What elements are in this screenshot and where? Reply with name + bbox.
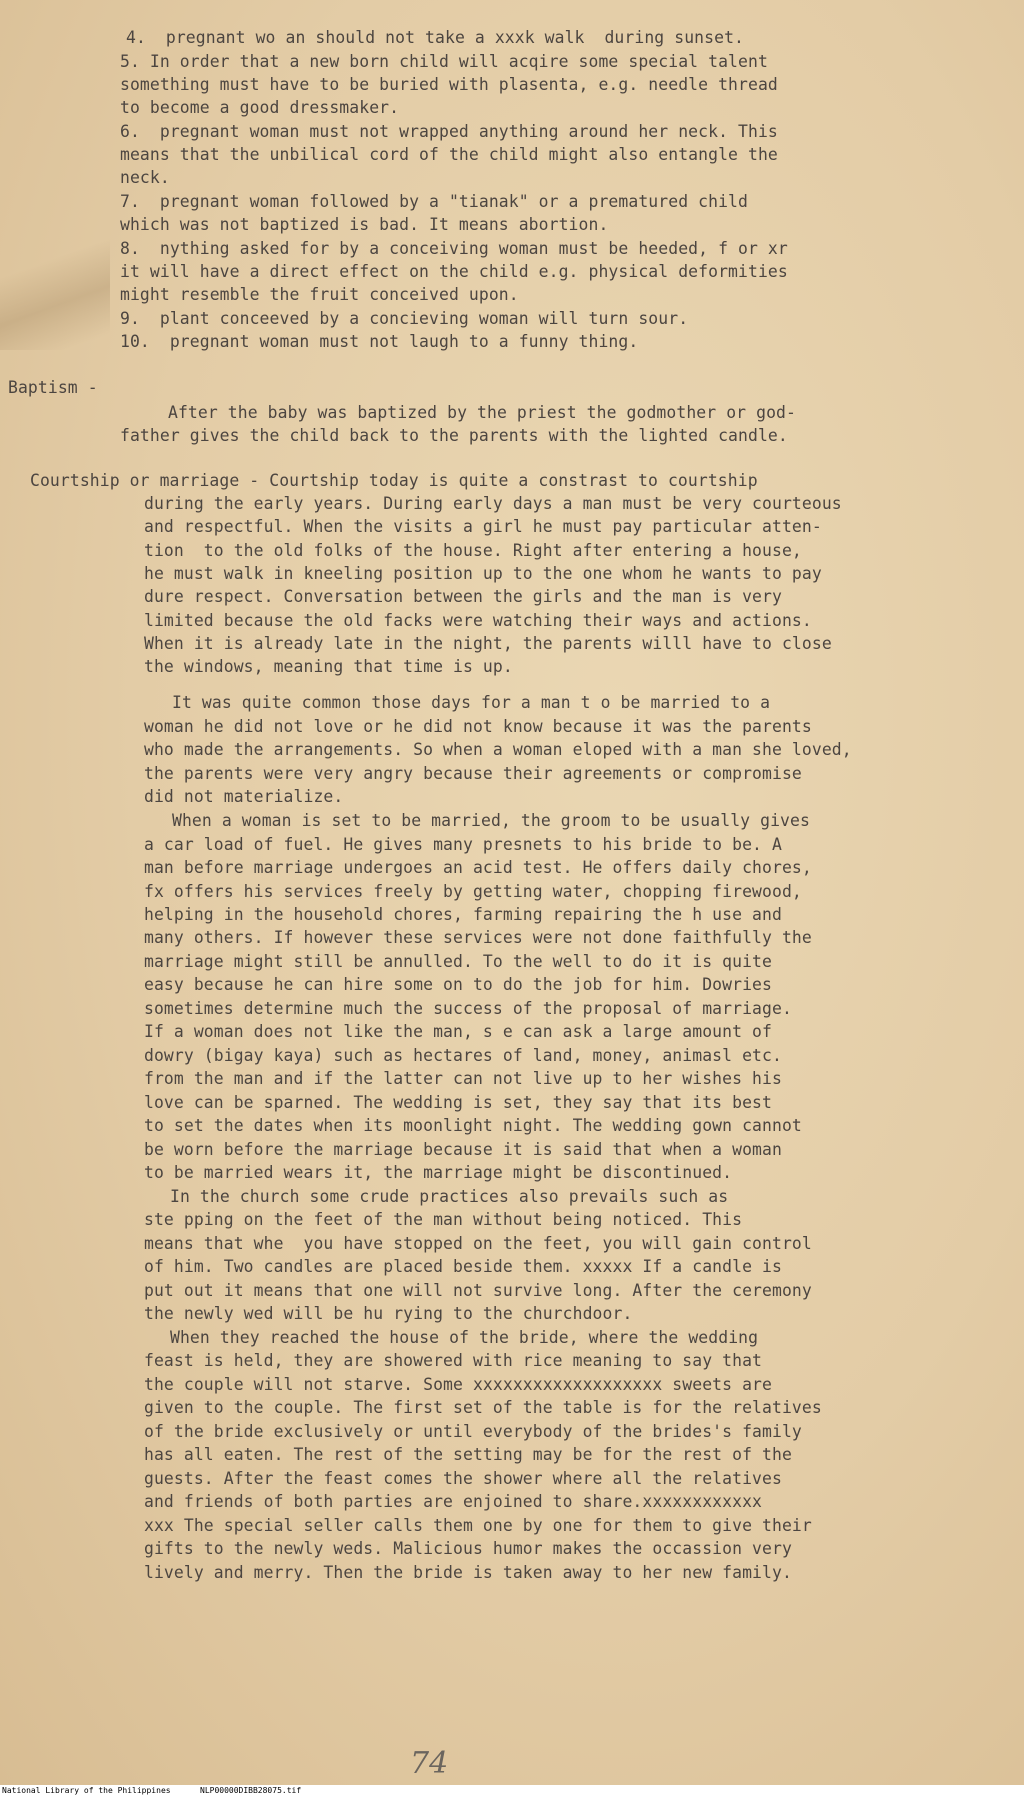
text-line: it will have a direct effect on the child e.g. physical deformities (120, 262, 788, 281)
text-line: to set the dates when its moonlight night. The wedding gown cannot (144, 1116, 802, 1135)
text-line: In the church some crude practices also prevails such as (170, 1187, 729, 1206)
text-line: dowry (bigay kaya) such as hectares of land, money, animasl etc. (144, 1046, 782, 1065)
text-line: love can be sparned. The wedding is set, they say that its best (144, 1093, 772, 1112)
text-line: the windows, meaning that time is up. (144, 657, 513, 676)
text-line: and friends of both parties are enjoined to share.xxxxxxxxxxxx (144, 1492, 763, 1511)
text-line: xxx The special seller calls them one by one for them to give their (144, 1516, 812, 1535)
text-line: Courtship or marriage - Courtship today is quite a constrast to courtship (30, 471, 758, 490)
text-line: If a woman does not like the man, s e can ask a large amount of (144, 1022, 772, 1041)
text-line: be worn before the marriage because it is said that when a woman (144, 1140, 782, 1159)
text-line: neck. (120, 168, 170, 187)
scan-footer (0, 1785, 1024, 1800)
text-line: and respectful. When the visits a girl he must pay particular atten- (144, 517, 822, 536)
text-line: the parents were very angry because their agreements or compromise (144, 764, 802, 783)
text-line: Baptism - (8, 378, 98, 397)
text-line: he must walk in kneeling position up to the one whom he wants to pay (144, 564, 822, 583)
text-line: to become a good dressmaker. (120, 98, 400, 117)
text-line: After the baby was baptized by the priest the godmother or god- (168, 403, 796, 422)
text-line: has all eaten. The rest of the setting may be for the rest of the (144, 1445, 792, 1464)
text-line: might resemble the fruit conceived upon. (120, 285, 519, 304)
footer-library-label: National Library of the Philippines (2, 1786, 171, 1795)
text-line: easy because he can hire some on to do the job for him. Dowries (144, 975, 772, 994)
text-line: of the bride exclusively or until everybody of the brides's family (144, 1422, 802, 1441)
text-line: a car load of fuel. He gives many presnets to his bride to be. A (144, 835, 782, 854)
text-line: When a woman is set to be married, the groom to be usually gives (172, 811, 810, 830)
text-line: fx offers his services freely by getting water, chopping firewood, (144, 882, 802, 901)
text-line: given to the couple. The first set of the table is for the relatives (144, 1398, 822, 1417)
text-line: helping in the household chores, farming repairing the h use and (144, 905, 782, 924)
text-line: gifts to the newly weds. Malicious humor makes the occassion very (144, 1539, 792, 1558)
text-line: lively and merry. Then the bride is taken away to her new family. (144, 1563, 792, 1582)
text-line: father gives the child back to the parents with the lighted candle. (120, 426, 788, 445)
page-number: 74 (410, 1746, 449, 1781)
text-line: many others. If however these services were not done faithfully the (144, 928, 812, 947)
text-line: ste pping on the feet of the man without being noticed. This (144, 1210, 743, 1229)
text-line: of him. Two candles are placed beside them. xxxxx If a candle is (144, 1257, 782, 1276)
footer-file-name: NLP00000DIBB28075.tif (200, 1786, 302, 1795)
text-line: guests. After the feast comes the shower where all the relatives (144, 1469, 782, 1488)
text-line: When it is already late in the night, the parents willl have to close (144, 634, 832, 653)
text-line: 8. nything asked for by a conceiving woman must be heeded, f or xr (120, 239, 788, 258)
text-line: something must have to be buried with plasenta, e.g. needle thread (120, 75, 778, 94)
text-line: 6. pregnant woman must not wrapped anything around her neck. This (120, 122, 778, 141)
text-line: the couple will not starve. Some xxxxxxxxxxxxxxxxxxx sweets are (144, 1375, 772, 1394)
text-line: means that the unbilical cord of the child might also entangle the (120, 145, 778, 164)
text-line: woman he did not love or he did not know because it was the parents (144, 717, 812, 736)
text-line: 9. plant conceeved by a concieving woman will turn sour. (120, 309, 689, 328)
text-line: 4. pregnant wo an should not take a xxxk walk during sunset. (126, 28, 745, 47)
text-line: feast is held, they are showered with rice meaning to say that (144, 1351, 763, 1370)
text-line: who made the arrangements. So when a woman eloped with a man she loved, (144, 740, 852, 759)
page-fold-shadow (0, 230, 110, 350)
text-line: means that whe you have stopped on the feet, you will gain control (144, 1234, 812, 1253)
text-line: to be married wears it, the marriage might be discontinued. (144, 1163, 733, 1182)
text-line: dure respect. Conversation between the girls and the man is very (144, 587, 782, 606)
text-line: from the man and if the latter can not live up to her wishes his (144, 1069, 782, 1088)
text-line: When they reached the house of the bride, where the wedding (170, 1328, 759, 1347)
text-line: 5. In order that a new born child will acqire some special talent (120, 52, 768, 71)
text-line: tion to the old folks of the house. Right after entering a house, (144, 541, 802, 560)
text-line: marriage might still be annulled. To the well to do it is quite (144, 952, 772, 971)
text-line: 10. pregnant woman must not laugh to a funny thing. (120, 332, 639, 351)
text-line: put out it means that one will not survive long. After the ceremony (144, 1281, 812, 1300)
text-line: man before marriage undergoes an acid test. He offers daily chores, (144, 858, 812, 877)
text-line: did not materialize. (144, 787, 344, 806)
text-line: sometimes determine much the success of the proposal of marriage. (144, 999, 792, 1018)
text-line: the newly wed will be hu rying to the churchdoor. (144, 1304, 633, 1323)
text-line: which was not baptized is bad. It means abortion. (120, 215, 609, 234)
text-line: during the early years. During early days a man must be very courteous (144, 494, 842, 513)
text-line: 7. pregnant woman followed by a "tianak" or a prematured child (120, 192, 748, 211)
text-line: It was quite common those days for a man t o be married to a (172, 693, 771, 712)
text-line: limited because the old facks were watching their ways and actions. (144, 611, 812, 630)
